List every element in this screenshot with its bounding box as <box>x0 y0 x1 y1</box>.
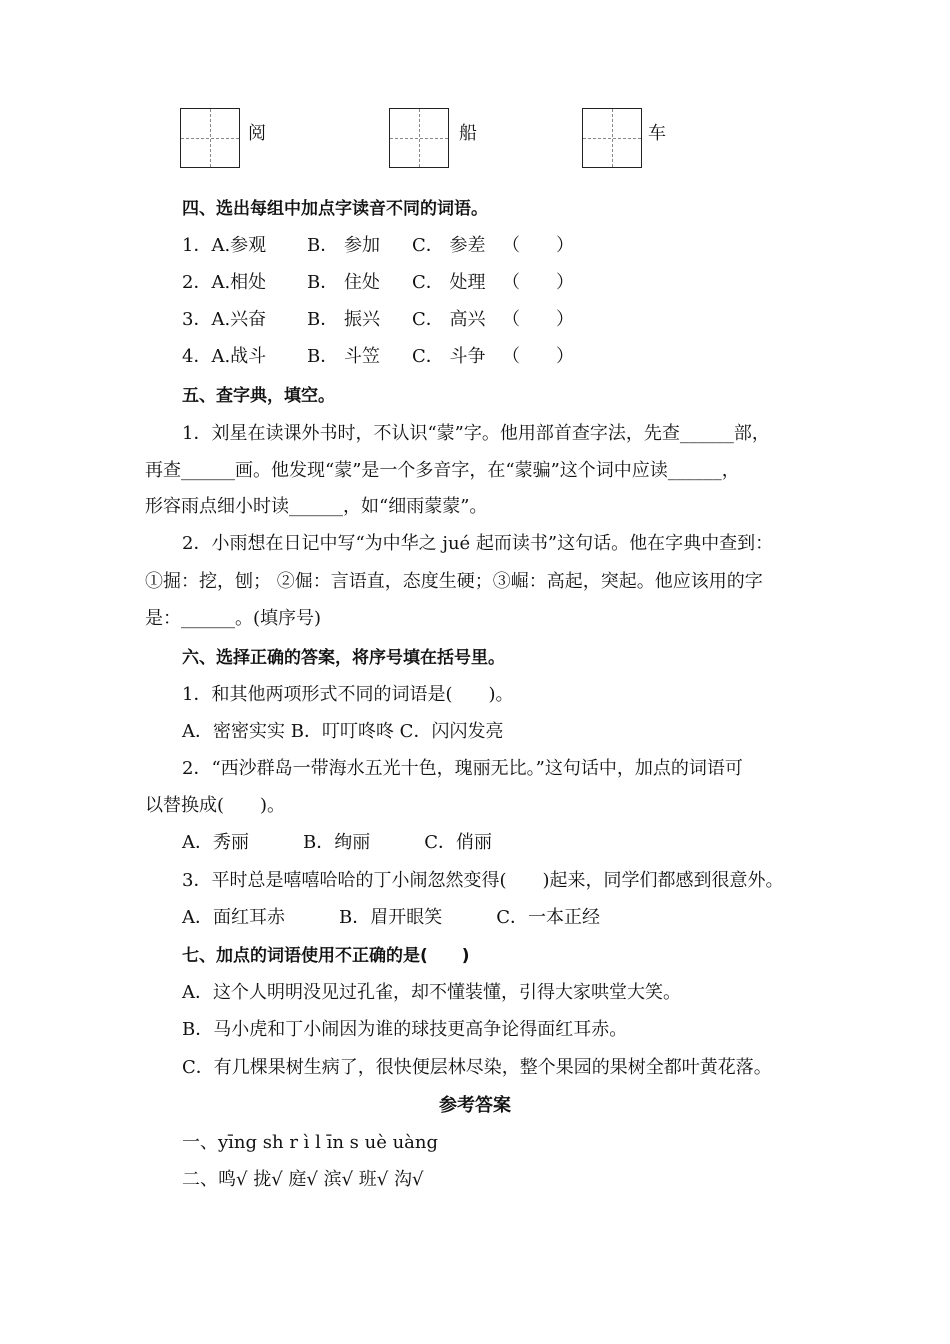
writing-grid-box[interactable] <box>389 108 449 168</box>
answer-line: 二、鸣√ 拢√ 庭√ 滨√ 班√ 沟√ <box>182 1169 424 1190</box>
grid-char: 车 <box>648 123 666 144</box>
section5-title: 五、查字典，填空。 <box>182 386 335 406</box>
option-a: 1．A.参观 <box>182 235 267 256</box>
text-line: B．马小虎和丁小闹因为谁的球技更高争论得面红耳赤。 <box>182 1019 628 1040</box>
question-row <box>182 308 862 332</box>
text-line: A．秀丽 B．绚丽 C．俏丽 <box>182 832 492 853</box>
text-line: 是：______。(填序号) <box>145 608 322 629</box>
grid-char: 船 <box>459 123 477 144</box>
answer-blank[interactable]: （ ） <box>502 272 574 293</box>
question-row <box>182 271 862 295</box>
text-line: A．这个人明明没见过孔雀，却不懂装懂，引得大家哄堂大笑。 <box>182 982 681 1003</box>
text-line: C．有几棵果树生病了，很快便层林尽染，整个果园的果树全都叶黄花落。 <box>182 1057 772 1078</box>
option-a: 4．A.战斗 <box>182 346 267 367</box>
answer-blank[interactable]: （ ） <box>502 346 574 367</box>
text-line: 2．小雨想在日记中写“为中华之 jué 起而读书”这句话。他在字典中查到： <box>182 533 774 554</box>
section4-title: 四、选出每组中加点字读音不同的词语。 <box>182 199 488 219</box>
section7-title: 七、加点的词语使用不正确的是( ) <box>182 946 470 966</box>
answer-blank[interactable]: （ ） <box>502 309 574 330</box>
writing-grid-box[interactable] <box>582 108 642 168</box>
text-line: ①掘：挖，刨； ②倔：言语直，态度生硬；③崛：高起，突起。他应该用的字 <box>145 571 763 592</box>
option-b: B． 振兴 <box>307 309 380 330</box>
text-line: 1．和其他两项形式不同的词语是( )。 <box>182 684 514 705</box>
text-line: A．密密实实 B．叮叮咚咚 C．闪闪发亮 <box>182 721 504 742</box>
question-row <box>182 345 862 369</box>
option-a: 3．A.兴奋 <box>182 309 267 330</box>
option-b: B． 参加 <box>307 235 380 256</box>
text-line: 1．刘星在读课外书时，不认识“蒙”字。他用部首查字法，先查______部， <box>182 423 770 444</box>
answer-line: 一、yīng sh r ì l īn s uè uàng <box>182 1132 439 1153</box>
text-line: A．面红耳赤 B．眉开眼笑 C．一本正经 <box>182 907 600 928</box>
text-line: 2．“西沙群岛一带海水五光十色，瑰丽无比。”这句话中，加点的词语可 <box>182 758 743 779</box>
section6-title: 六、选择正确的答案，将序号填在括号里。 <box>182 648 505 668</box>
option-b: B． 住处 <box>307 272 380 293</box>
option-c: C． 参差 <box>412 235 486 256</box>
text-line: 3．平时总是嘻嘻哈哈的丁小闹忽然变得( )起来，同学们都感到很意外。 <box>182 870 784 891</box>
option-b: B． 斗笠 <box>307 346 380 367</box>
text-line: 以替换成( )。 <box>145 795 286 816</box>
text-line: 再查______画。他发现“蒙”是一个多音字，在“蒙骗”这个词中应读______， <box>145 460 740 481</box>
option-c: C． 斗争 <box>412 346 486 367</box>
question-row <box>182 234 862 258</box>
answers-title: 参考答案 <box>439 1095 511 1116</box>
option-c: C． 高兴 <box>412 309 486 330</box>
option-c: C． 处理 <box>412 272 486 293</box>
writing-grid-box[interactable] <box>180 108 240 168</box>
grid-char: 阅 <box>248 123 266 144</box>
text-line: 形容雨点细小时读______，如“细雨蒙蒙”。 <box>145 496 488 517</box>
answer-blank[interactable]: （ ） <box>502 235 574 256</box>
option-a: 2．A.相处 <box>182 272 267 293</box>
